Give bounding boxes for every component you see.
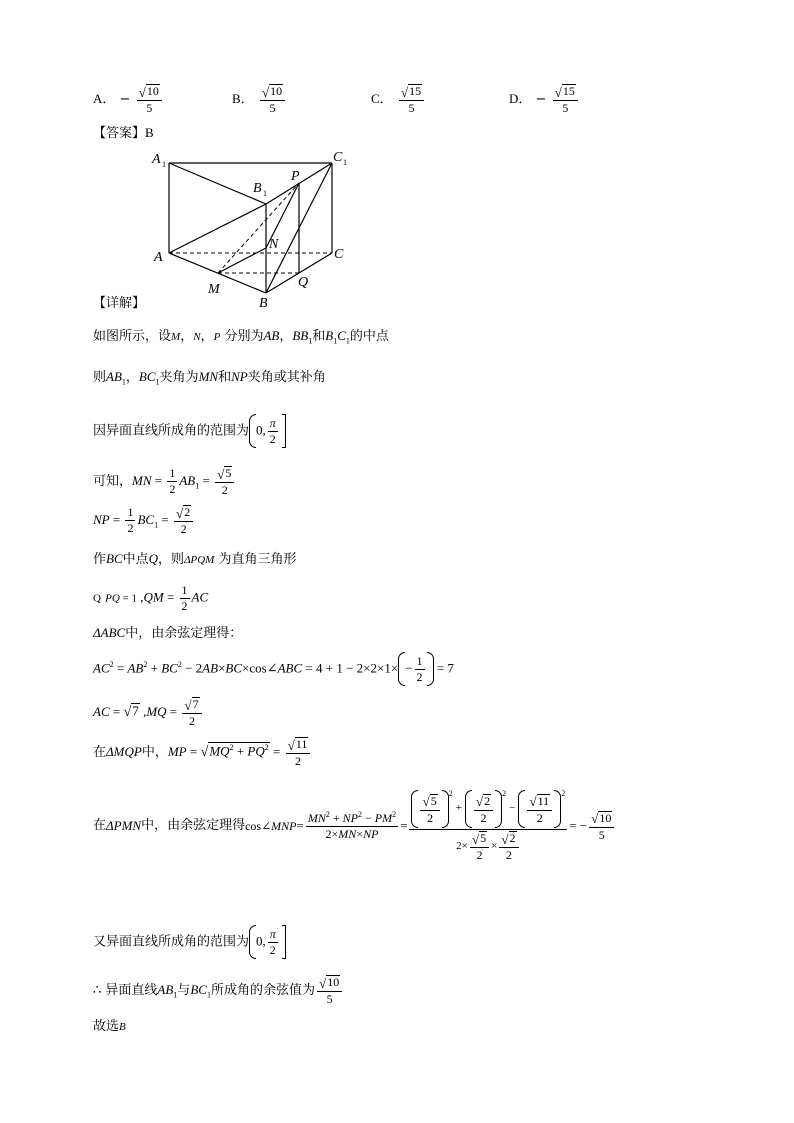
line-11: 在ΔMQP中，MP = √ $MQ^2 + PQ^2$ = √ 11 2: [93, 737, 312, 768]
label-p: P: [291, 169, 300, 184]
line-3: 因异面直线所成角的范围为 0, $\frac{\pi}{2}$: [93, 414, 286, 448]
label-c1: C: [333, 150, 343, 165]
line-10: AC = √ 7 ,MQ = √ 7 2: [93, 697, 204, 728]
line-7: Q PQ = 1 ,QM = $\frac{1}{2}$ AC: [93, 583, 209, 613]
line-5: NP = $\frac{1}{2}$ $BC_1$ = √ 2 2: [93, 505, 195, 536]
option-a: [93, 84, 164, 115]
line-6: 作BC中点Q，则ΔPQM 为直角三角形: [93, 551, 297, 567]
label-a1-sub: 1: [162, 160, 166, 169]
line-1: 如图所示，设M，N，P 分别为AB，$BB_1$和$B_1C_1$的中点: [93, 328, 389, 346]
option-d-value: √ 15 5: [553, 84, 578, 115]
line-2: 则$AB_1$，$BC_1$夹角为MN和NP夹角或其补角: [93, 369, 326, 387]
option-a-label: A．: [93, 90, 116, 106]
label-c1-sub: 1: [343, 158, 347, 167]
line-4: 可知，MN = $\frac{1}{2}$ $AB_1$ = √ 5 2: [93, 466, 236, 497]
label-q: Q: [298, 275, 309, 290]
label-b1-sub: 1: [263, 189, 267, 198]
option-d: [509, 84, 580, 115]
answer-line: [93, 126, 154, 140]
answer-value: B: [145, 125, 154, 140]
option-c-label: C．: [371, 90, 393, 106]
line-8: ΔABC中，由余弦定理得：: [93, 625, 243, 641]
option-c-value: √ 15 5: [399, 84, 424, 115]
option-b-label: B．: [232, 90, 254, 106]
option-b: [232, 84, 287, 115]
line-12: 在 ΔPMN 中，由余弦定理得 cos∠ MNP = $\frac{MN^2 + NP^2 - PM^2}{2\times MN\times NP}$ = √ 5 2 $^2$ + √ 2 2 $^2$ − √ 11 2 $^2$ 2× √ 5 2 × √ 2 2 = − √ 10 5: [93, 790, 616, 862]
label-m: M: [208, 282, 220, 297]
line-13: 又异面直线所成角的范围为 0, $\frac{\pi}{2}$: [93, 925, 286, 959]
line-9: $AC^2 = AB^2 + BC^2$ − 2AB×BC×cos∠ABC = 4 + 1 − 2×2×1× − $\frac{1}{2}$ = 7: [93, 652, 454, 686]
option-a-sign: −: [119, 91, 131, 107]
option-b-value: √ 10 5: [260, 84, 285, 115]
label-a: A: [154, 250, 163, 265]
option-a-value: √ 10 5: [137, 84, 162, 115]
line-14: ∴ 异面直线$AB_1$与$BC_1$所成角的余弦值为 √ 10 5: [93, 975, 344, 1006]
label-b: B: [259, 296, 268, 311]
prism-figure: [150, 150, 350, 311]
line-15: 故选B: [93, 1019, 126, 1034]
label-a1: A: [152, 152, 161, 167]
answer-tag: 【答案】: [93, 126, 146, 141]
option-c: [371, 84, 426, 115]
option-d-label: D．: [509, 90, 532, 106]
detail-tag: 【详解】: [93, 296, 146, 311]
label-b1: B: [253, 181, 262, 196]
label-c: C: [334, 247, 344, 262]
option-d-sign: −: [535, 91, 547, 107]
label-n: N: [269, 237, 279, 252]
